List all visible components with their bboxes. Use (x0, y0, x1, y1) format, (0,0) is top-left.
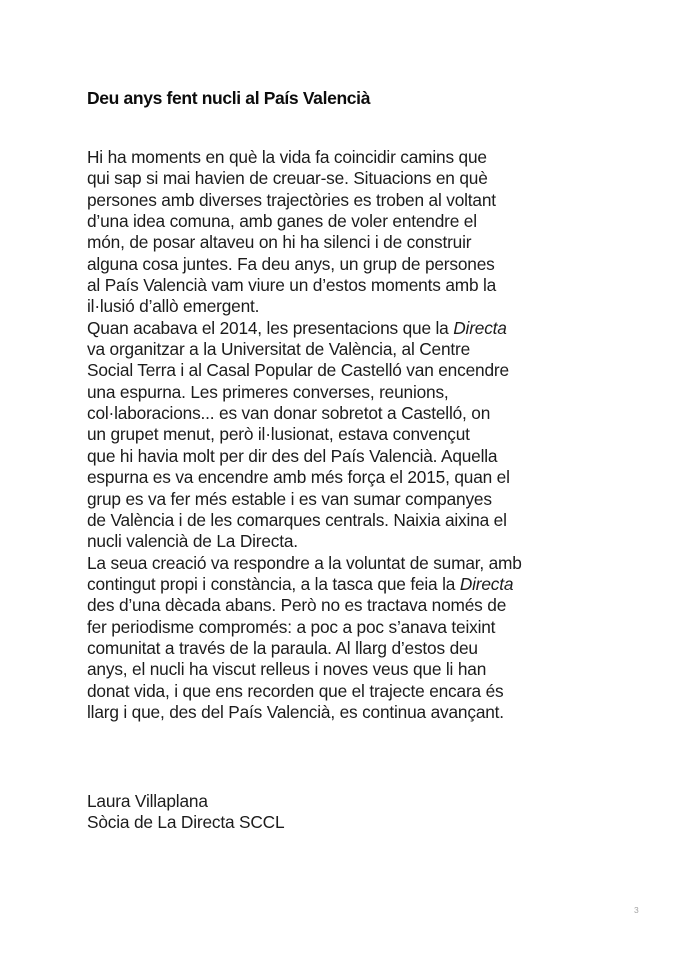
text-line: donat vida, i que ens recorden que el trajecte encara és (87, 680, 504, 701)
signature-role: Sòcia de La Directa SCCL (87, 812, 285, 833)
text-line: Social Terra i al Casal Popular de Castelló van encendre (87, 360, 509, 381)
text-line: qui sap si mai havien de creuar-se. Situacions en què (87, 168, 488, 189)
text-line: al País Valencià vam viure un d’estos moments amb la (87, 275, 497, 296)
text-line: nucli valencià de La Directa. (87, 531, 298, 552)
signature-name: Laura Villaplana (87, 791, 208, 811)
text-line: Quan acabava el 2014, les presentacions que la Directa (87, 317, 507, 338)
text-line: Hi ha moments en què la vida fa coincidir camins que (87, 147, 487, 167)
text-line: anys, el nucli ha viscut relleus i noves veus que li han (87, 659, 487, 680)
text-line: des d’una dècada abans. Però no es tractava només de (87, 595, 507, 616)
page-title: Deu anys fent nucli al País Valencià (87, 87, 371, 108)
text-line: persones amb diverses trajectòries es troben al voltant (87, 189, 496, 210)
text-line: d’una idea comuna, amb ganes de voler entendre el (87, 211, 477, 232)
text-line: contingut propi i constància, a la tasca que feia la Directa (87, 573, 514, 594)
text-line: espurna es va encendre amb més força el 2015, quan el (87, 467, 510, 488)
text-line: va organitzar a la Universitat de València, al Centre (87, 339, 471, 360)
text-line: comunitat a través de la paraula. Al llarg d’estos deu (87, 637, 478, 658)
text-line: fer periodisme compromés: a poc a poc s’anava teixint (87, 616, 496, 637)
text-line: llarg i que, des del País Valencià, es continua avançant. (87, 701, 504, 722)
article-body (87, 147, 522, 723)
text-line: que hi havia molt per dir des del País Valencià. Aquella (87, 445, 498, 466)
text-line: món, de posar altaveu on hi ha silenci i de construir (87, 232, 472, 253)
text-line: grup es va fer més estable i es van sumar companyes (87, 488, 492, 509)
text-line: col·laboracions... es van donar sobretot a Castelló, on (87, 403, 491, 424)
page-number: 3 (634, 905, 639, 915)
signature-block (87, 791, 284, 834)
text-line: il·lusió d’allò emergent. (87, 296, 260, 317)
text-line: un grupet menut, però il·lusionat, estava convençut (87, 424, 470, 445)
text-line: alguna cosa juntes. Fa deu anys, un grup de persones (87, 253, 495, 274)
text-line: de València i de les comarques centrals. Naixia aixina el (87, 509, 507, 530)
text-line: La seua creació va respondre a la voluntat de sumar, amb (87, 552, 522, 573)
text-line: una espurna. Les primeres converses, reunions, (87, 381, 449, 402)
